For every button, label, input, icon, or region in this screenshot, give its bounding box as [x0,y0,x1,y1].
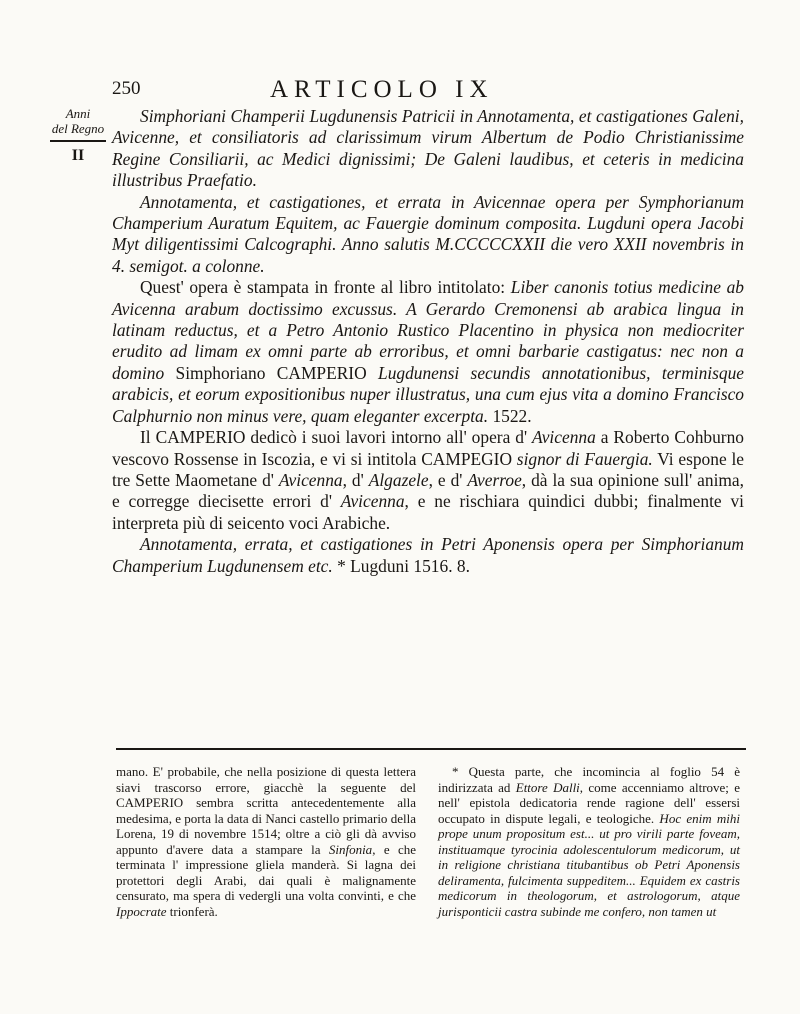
margin-rule [50,140,106,142]
commentary-paragraph: Il CAMPERIO dedicò i suoi lavori intorno all' opera d' Avicenna a Roberto Cohburno vescovo Rossense in Iscozia, e vi si intitola CAMPEGIO signor di Fauergia. Vi espone le tre Sette Maometane d' Avicenna, d' Algazele, e d' Averroe, dà la sua opinione sull' anima, e corregge diecisette errori d' Avicenna, e ne rischiara quindici dubbi; finalmente vi interpreta più di seicento voci Arabiche. [112,427,744,533]
margin-label-anni: Anni [65,106,91,121]
footnote-right-column [438,764,740,919]
margin-label-regno: del Regno [51,121,105,136]
running-header [112,76,752,106]
entry-imprint-paragraph [112,192,744,278]
footnote-rule [116,748,746,750]
second-entry-paragraph: Annotamenta, errata, et castigationes in Petri Aponensis opera per Simphorianum Champerium Lugdunensem etc. * Lugduni 1516. 8. [112,534,744,576]
main-text [112,106,744,577]
imprint-text: Annotamenta, et castigationes, et errata in Avicennae opera per Symphorianum Champerium Auratum Equitem, ac Fauergie dominum composita. Lugduni opera Jacobi Myt diligentissimi Calcographi. Anno salutis M.CCCCCXXII die vero XXII novembris in 4. semigot. a colonne. [112,191,744,276]
margin-note [50,106,106,163]
page-number: 250 [112,78,141,99]
footnote-right-text: * Questa parte, che incomincia al foglio 54 è indirizzata ad Ettore Dalli, come accenniamo altrove; e nell' epistola dedicatoria rende ragione dell' essersi occupato in dispute legali, e teologiche. Hoc enim mihi prope unum propositum est... ut pro virili parte foveam, instituamque tyrocinia adolescentulorum medicorum, ut in religione christiana titubantibus ob Petri Aponensis deliramenta, fulcimenta suppeditem... Equidem ex castris medicorum in theologorum, et astrologorum, atque jurisponticii castra subinde me confero, non tamen ut [438,764,740,919]
description-paragraph: Quest' opera è stampata in fronte al libro intitolato: Liber canonis totius medicine ab Avicenna arabum doctissimo excussus. A Gerardo Cremonensi ab arabica lingua in latinam reductus, et a Petro Antonio Rustico Placentino in physica non mediocriter erudito ad limam ex omni parte ab erroribus, et omni barbarie castigatus: nec non a domino Simphoriano CAMPERIO Lugdunensi secundis annotationibus, terminisque arabicis, et eorum expositionibus nuper illustratus, una cum ejus vita a domino Francisco Calphurnio non minus vere, quam eleganter excerpta. 1522. [112,277,744,426]
footnote-left-column [116,764,416,919]
footnote-left-text: mano. E' probabile, che nella posizione di questa lettera siavi trascorso errore, giacchè la seguente del CAMPERIO sembra scritta antecedentemente alla medesima, e porta la data di Nanci castello primario della Lorena, 19 di novembre 1514; oltre a ciò gli dà avviso appunto d'avere data a stampare la Sinfonia, e che terminata l' impressione gliela manderà. Si lagna dei protettori degli Arabi, dai quali è malignamente censurato, ma spera di vedergli una volta convinti, e che Ippocrate trionferà. [116,764,416,919]
running-title: ARTICOLO IX [270,76,494,103]
regnal-year: II [71,147,85,164]
entry-title-paragraph: Simphoriani Champerii Lugdunensis Patricii in Annotamenta, et castigationes Galeni, Avicenne, et consiliatoris ad clarissimum virum Albertum de Podio Christianissime Regine Consiliarii, ac Medici dignissimi; De Galeni laudibus, et ceteris in medicina illustribus Praefatio. [112,106,744,191]
